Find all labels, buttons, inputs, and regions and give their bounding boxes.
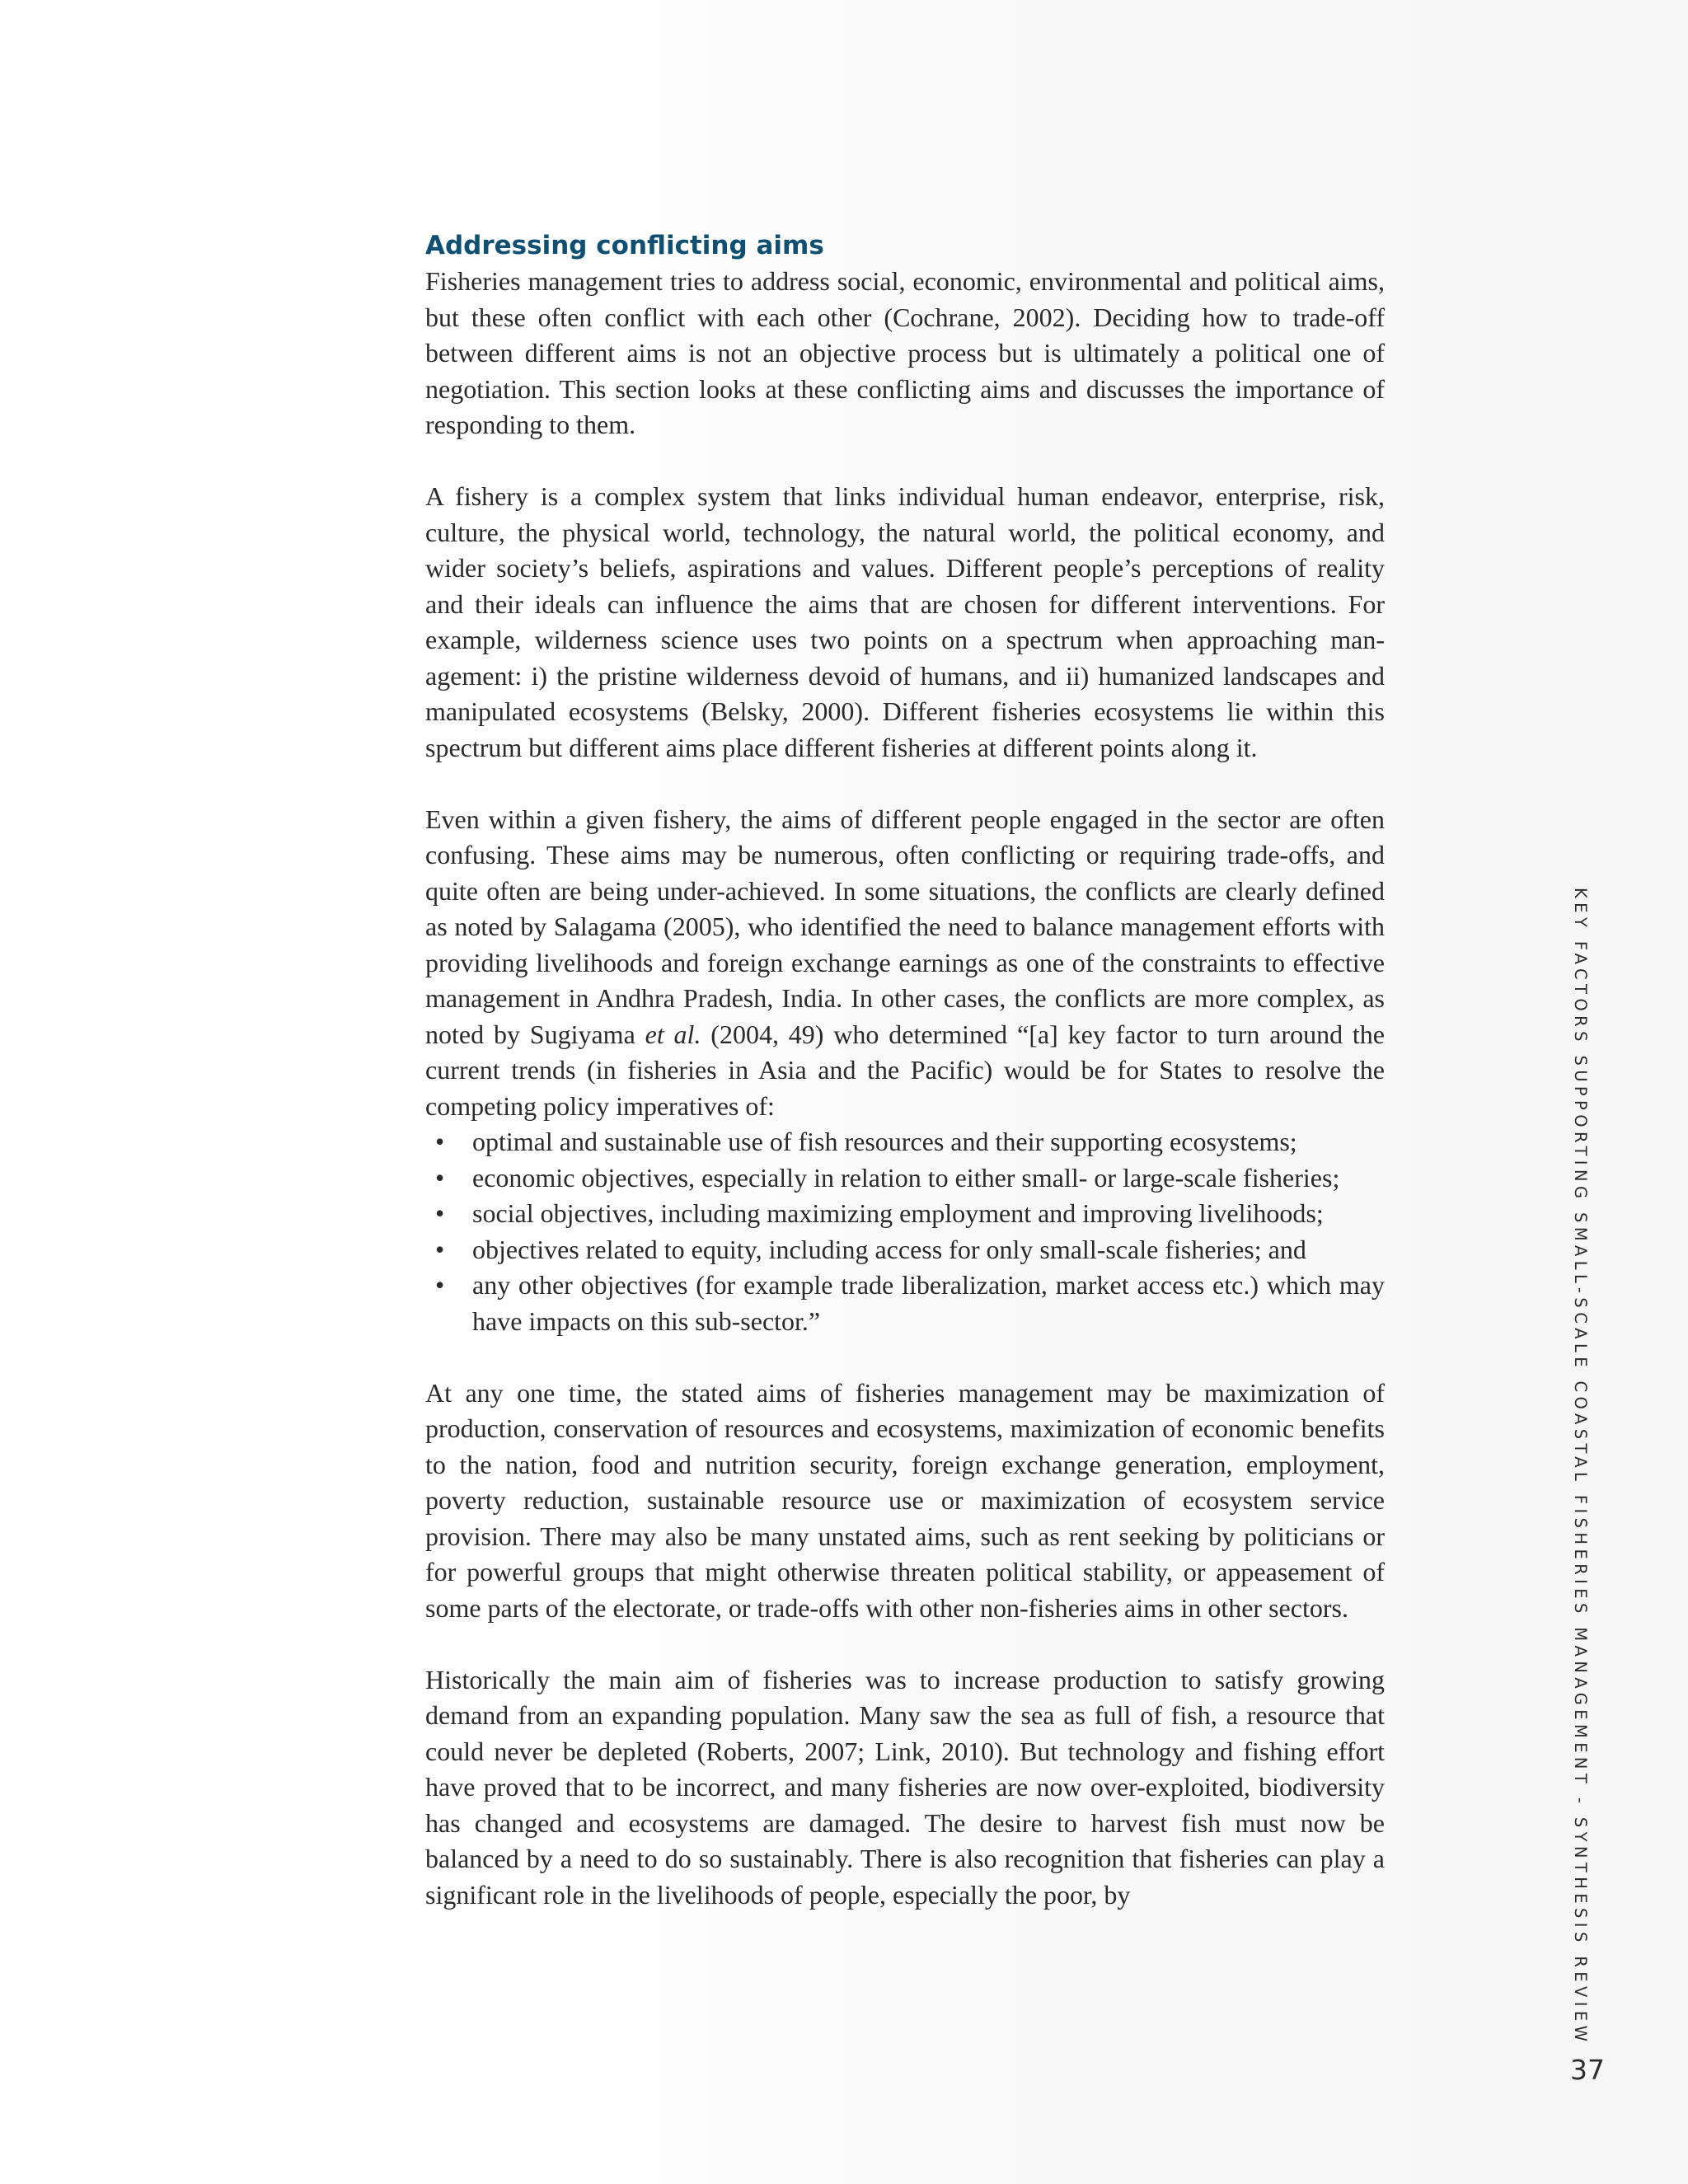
list-item bbox=[425, 1160, 1385, 1197]
bullet-marker: • bbox=[435, 1198, 445, 1228]
running-title-vertical: KEY FACTORS SUPPORTING SMALL-SCALE COASTAL FISHERIES MANAGEMENT - SYNTHESIS REVIEW bbox=[1571, 888, 1590, 2046]
list-item-text: objectives related to equity, including access for only small-scale fisheries; and bbox=[472, 1234, 1306, 1264]
list-item-text: any other objectives (for example trade liberalization, market access etc.) which may have impacts on this sub-sector.” bbox=[472, 1270, 1385, 1336]
list-item-text: social objectives, including maximizing employment and improving livelihoods; bbox=[472, 1198, 1324, 1228]
paragraph-3-text-end: (2004, 49) who determined “[a] key factor to turn around the current trends (in fisheries in Asia and the Pacific) would be for States to resolve the competing policy imperatives of: bbox=[425, 1019, 1385, 1121]
paragraph-3-italic-citation: et al. bbox=[645, 1019, 701, 1049]
list-item-text: optimal and sustainable use of fish resources and their supporting ecosystems; bbox=[472, 1127, 1297, 1156]
bullet-marker: • bbox=[435, 1270, 445, 1300]
paragraph-5: Historically the main aim of fisheries was to increase production to satisfy growing demand from an expanding population. Many saw the sea as full of fish, a resource that could never be depleted (Roberts, 2007; Link, 2010). But technology and fishing effort have proved that to be incorrect, and many fisheries are now over-exploited, biodiversity has changed and ecosystems are damaged. The desire to harvest fish must now be balanced by a need to do so sustainably. There is also recognition that fisheries can play a significant role in the livelihoods of people, especially the poor, by bbox=[425, 1664, 1385, 1910]
list-item bbox=[425, 1232, 1385, 1268]
policy-imperatives-list bbox=[425, 1124, 1385, 1339]
list-item bbox=[425, 1268, 1385, 1339]
list-item-text: economic objectives, especially in relation to either small- or large-scale fisheries; bbox=[472, 1162, 1340, 1193]
list-item bbox=[425, 1196, 1385, 1232]
bullet-marker: • bbox=[435, 1234, 445, 1264]
main-text-column bbox=[425, 227, 1385, 1913]
paragraph-2: A fishery is a complex system that links individual human endeavor, enterprise, risk, culture, the physical world, technology, the natural world, the political economy, and wider society’s beliefs, aspirations and values. Different people’s perceptions of reality and their ideals can influence the aims that are chosen for different interventions. For example, wilderness science uses two points on a spectrum when approaching management: i) the pristine wilderness devoid of humans, and ii) humanized landscapes and manipulated ecosystems (Belsky, 2000). Different fisheries ecosystems lie within this spectrum but different aims place different fisheries at different points along it. bbox=[425, 481, 1385, 762]
paragraph-3-text-start: Even within a given fishery, the aims of different people engaged in the sector are often confusing. These aims may be numerous, often conflicting or requiring trade-offs, and quite often are being under-achieved. In some situations, the conflicts are clearly defined as noted by Salagama (2005), who identified the need to balance management efforts with providing livelihoods and foreign exchange earnings as one of the constraints to effective management in Andhra Pradesh, India. In other cases, the conflicts are more complex, as noted by Sugiyama bbox=[425, 804, 1385, 1049]
paragraph-1: Fisheries management tries to address social, economic, environmental and political aims, but these often conflict with each other (Cochrane, 2002). Deciding how to trade-off between different aims is not an objective process but is ultimately a political one of negotiation. This section looks at these conflicting aims and discusses the importance of responding to them. bbox=[425, 266, 1385, 439]
paragraph-4: At any one time, the stated aims of fisheries management may be maximization of production, conservation of resources and ecosystems, maximization of economic benefits to the nation, food and nutrition security, foreign exchange generation, employment, poverty reduction, sustainable resource use or maximization of ecosystem service provision. There may also be many unstated aims, such as rent seeking by politicians or for powerful groups that might otherwise threaten political stability, or appeasement of some parts of the electorate, or trade-offs with other non-fisheries aims in other sectors. bbox=[425, 1377, 1385, 1623]
paragraph-3 bbox=[425, 802, 1385, 1125]
page-number: 37 bbox=[1570, 2054, 1605, 2086]
section-heading: Addressing conflicting aims bbox=[425, 231, 824, 260]
list-item bbox=[425, 1124, 1385, 1160]
bullet-marker: • bbox=[435, 1162, 445, 1193]
bullet-marker: • bbox=[435, 1127, 445, 1156]
